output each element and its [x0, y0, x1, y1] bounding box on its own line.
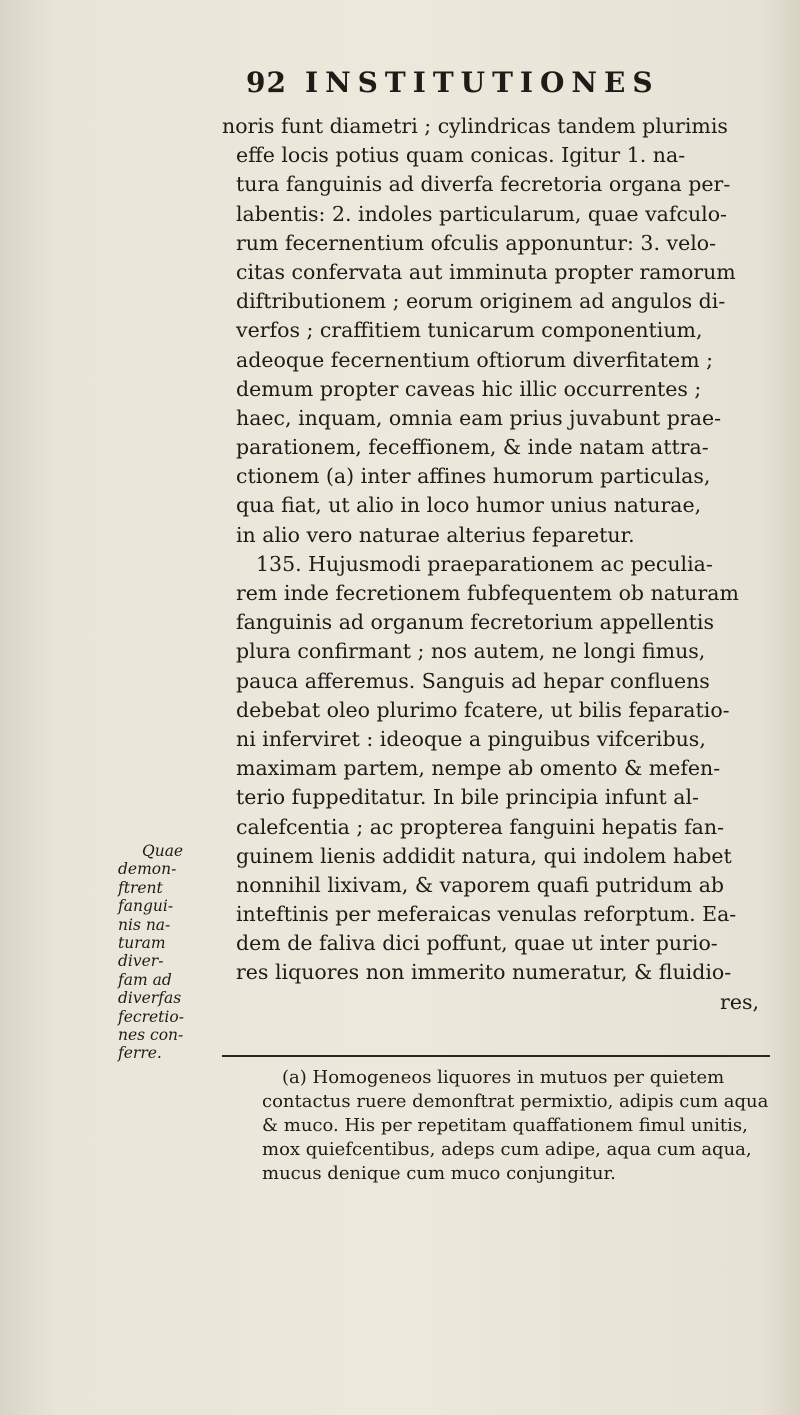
margin-line: turam: [118, 933, 166, 952]
running-header: [246, 66, 660, 99]
text-line: demum propter caveas hic illic occurrentes ;: [236, 376, 702, 401]
text-line: maximam partem, nempe ab omento & mefen-: [236, 756, 721, 781]
text-line: calefcentia ; ac propterea fanguini hepatis fan-: [236, 814, 725, 839]
text-line: in alio vero naturae alterius feparetur.: [236, 522, 635, 547]
text-line: haec, inquam, omnia eam prius juvabunt prae-: [236, 405, 722, 430]
margin-line: fecretio-: [118, 1007, 184, 1026]
footnote-line: contactus ruere demonftrat permixtio, adipis cum aqua: [262, 1091, 769, 1112]
text-line: ctionem (a) inter affines humorum particulas,: [236, 464, 711, 489]
footnote-line: mucus denique cum muco conjungitur.: [262, 1163, 616, 1184]
text-line: plura confirmant ; nos autem, ne longi fimus,: [236, 639, 706, 664]
text-line: noris funt diametri ; cylindricas tandem plurimis: [222, 114, 728, 138]
footnote-line: (a) Homogeneos liquores in mutuos per quietem: [282, 1067, 725, 1088]
text-line: fanguinis ad organum fecretorium appellentis: [236, 610, 714, 635]
margin-line: diverfas: [118, 989, 182, 1008]
running-title: INSTITUTIONES: [304, 66, 660, 99]
text-line: labentis: 2. indoles particularum, quae vafculo-: [236, 201, 727, 226]
margin-line: diver-: [118, 952, 164, 971]
margin-line: fam ad: [118, 970, 172, 989]
text-line: tura fanguinis ad diverfa fecretoria organa per-: [236, 172, 731, 197]
text-line: rem inde fecretionem fubfequentem ob naturam: [236, 581, 739, 605]
margin-line: ferre.: [118, 1044, 162, 1063]
margin-line: nis na-: [118, 915, 171, 934]
text-line: terio fuppeditatur. In bile principia infunt al-: [236, 785, 699, 810]
text-line: citas confervata aut imminuta propter ramorum: [236, 259, 736, 284]
text-line: rum fecernentium ofculis apponuntur: 3. velo-: [236, 230, 717, 255]
margin-line: demon-: [118, 860, 177, 879]
text-line: parationem, feceffionem, & inde natam attra-: [236, 435, 709, 460]
text-line: ni inferviret : ideoque a pinguibus vifceribus,: [236, 726, 706, 751]
text-line: guinem lienis addidit natura, qui indolem habet: [236, 843, 732, 868]
footnote-line: & muco. His per repetitam quaffationem fimul unitis,: [262, 1115, 748, 1136]
footnote-line: mox quiefcentibus, adeps cum adipe, aqua cum aqua,: [262, 1139, 752, 1160]
margin-line: ftrent: [118, 878, 163, 897]
footnote: [262, 1066, 772, 1186]
paragraph-start-135: 135. Hujusmodi praeparationem ac peculia-: [256, 551, 713, 576]
text-line: qua fiat, ut alio in loco humor unius naturae,: [236, 493, 702, 518]
margin-line: Quae: [142, 842, 184, 860]
margin-line: fangui-: [118, 897, 174, 916]
catchword: res,: [720, 989, 759, 1014]
text-line: adeoque fecernentium oftiorum diverfitatem ;: [236, 347, 713, 372]
text-line: diftributionem ; eorum originem ad angulos di-: [236, 289, 726, 314]
text-line: pauca afferemus. Sanguis ad hepar confluens: [236, 668, 710, 693]
text-line: debebat oleo plurimo fcatere, ut bilis feparatio-: [236, 697, 730, 722]
text-line: verfos ; craffitiem tunicarum componentium,: [236, 318, 703, 343]
text-line: res liquores non immerito numeratur, & fluidio-: [236, 960, 732, 985]
text-line: effe locis potius quam conicas. Igitur 1. na-: [236, 143, 686, 168]
margin-note: [118, 842, 218, 1063]
main-text: [222, 112, 767, 1017]
footnote-rule: [222, 1055, 770, 1057]
page-number: 92: [246, 66, 287, 99]
text-line: nonnihil lixivam, & vaporem quafi putridum ab: [236, 872, 725, 897]
text-line: dem de faliva dici poffunt, quae ut inter purio-: [236, 931, 718, 956]
text-line: inteftinis per meferaicas venulas reforptum. Ea-: [236, 902, 737, 927]
margin-line: nes con-: [118, 1025, 184, 1044]
